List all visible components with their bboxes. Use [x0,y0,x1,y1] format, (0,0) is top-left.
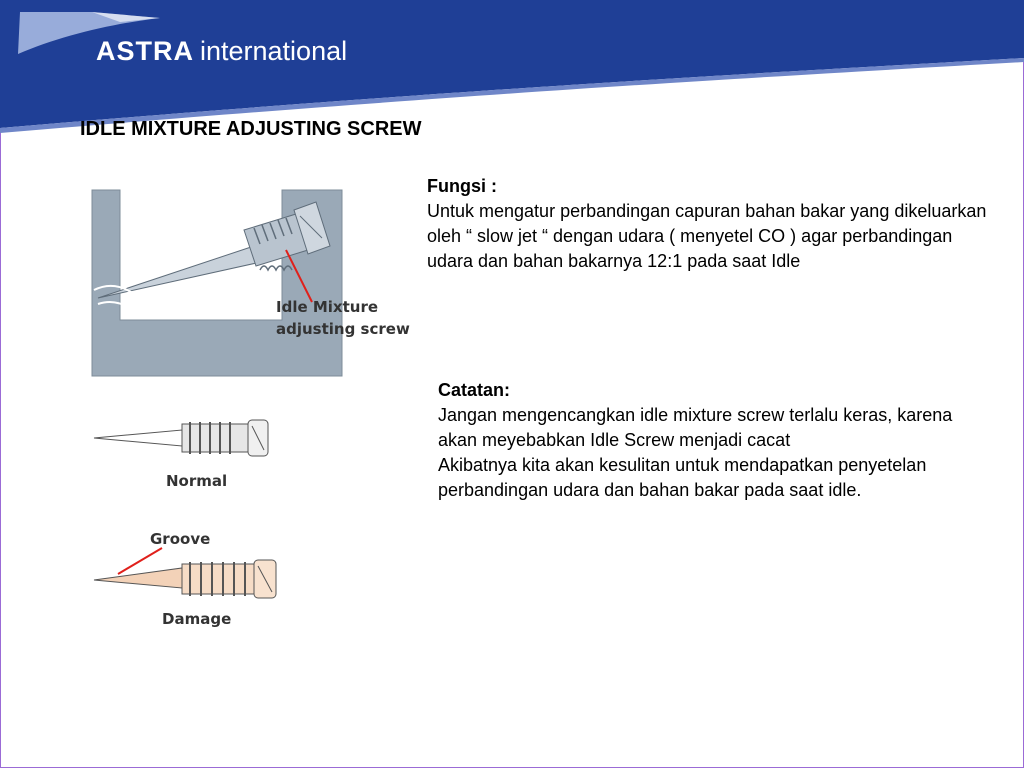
fungsi-text: Untuk mengatur perbandingan capuran bahan bakar yang dikeluarkan oleh “ slow jet “ dengan udara ( menyetel CO ) agar perbandingan udara dan bahan bakarnya 12:1 pada saat Idle [427,201,987,271]
catatan-text-1: Jangan mengencangkan idle mixture screw terlalu keras, karena akan meyebabkan Idle Screw menjadi cacat [438,405,953,450]
main-figure-label-line1: Idle Mixture [276,298,379,316]
brand-name-bold: ASTRA [96,36,194,66]
groove-label: Groove [150,530,211,548]
normal-screw-figure [90,406,280,496]
normal-label: Normal [166,472,228,490]
damage-label: Damage [162,610,232,628]
damaged-screw-figure [90,526,290,636]
brand-name-light: international [200,36,348,66]
fungsi-block [427,174,1002,274]
slide-title: IDLE MIXTURE ADJUSTING SCREW [80,118,422,140]
idle-screw-cross-section-figure [84,180,424,380]
catatan-block [438,378,983,503]
catatan-heading: Catatan: [438,380,511,400]
catatan-text-2: Akibatnya kita akan kesulitan untuk mendapatkan penyetelan perbandingan udara dan bahan bakar pada saat idle. [438,455,927,500]
brand-logo [96,36,347,67]
main-figure-label-line2: adjusting screw [276,320,410,338]
fungsi-heading: Fungsi : [427,176,497,196]
